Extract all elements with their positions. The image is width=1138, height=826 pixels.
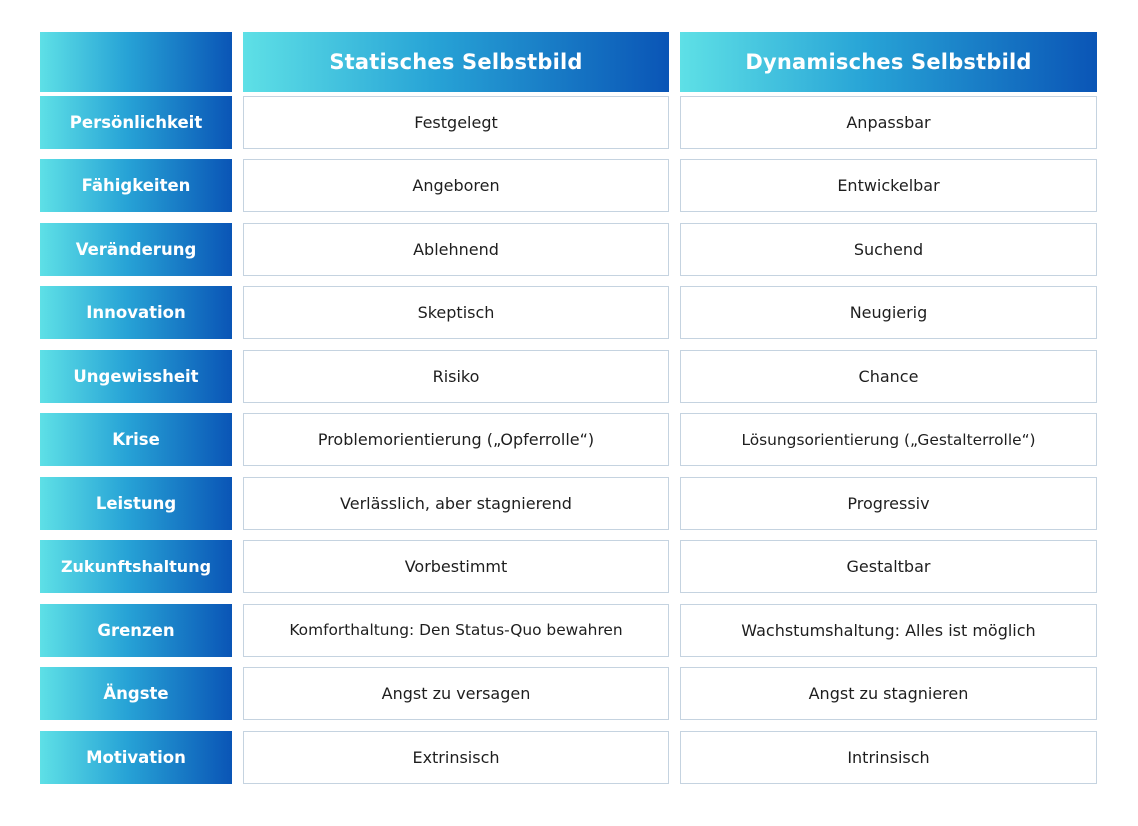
row-header-grenzen: Grenzen — [40, 604, 232, 657]
static-cell-persoenlichkeit: Festgelegt — [243, 96, 669, 149]
dynamic-cell-grenzen: Wachstumshaltung: Alles ist möglich — [680, 604, 1097, 657]
row-header-veraenderung: Veränderung — [40, 223, 232, 276]
row-header-persoenlichkeit: Persönlichkeit — [40, 96, 232, 149]
static-cell-veraenderung: Ablehnend — [243, 223, 669, 276]
comparison-table — [40, 32, 1097, 784]
column-header-dynamic: Dynamisches Selbstbild — [680, 32, 1097, 92]
dynamic-cell-faehigkeiten: Entwickelbar — [680, 159, 1097, 212]
static-cell-motivation: Extrinsisch — [243, 731, 669, 784]
static-cell-innovation: Skeptisch — [243, 286, 669, 339]
header-corner-cell — [40, 32, 232, 92]
row-header-krise: Krise — [40, 413, 232, 466]
dynamic-cell-leistung: Progressiv — [680, 477, 1097, 530]
dynamic-cell-persoenlichkeit: Anpassbar — [680, 96, 1097, 149]
row-header-ungewissheit: Ungewissheit — [40, 350, 232, 403]
dynamic-cell-innovation: Neugierig — [680, 286, 1097, 339]
static-cell-aengste: Angst zu versagen — [243, 667, 669, 720]
dynamic-cell-motivation: Intrinsisch — [680, 731, 1097, 784]
dynamic-cell-aengste: Angst zu stagnieren — [680, 667, 1097, 720]
row-header-faehigkeiten: Fähigkeiten — [40, 159, 232, 212]
dynamic-cell-krise: Lösungsorientierung („Gestalterrolle“) — [680, 413, 1097, 466]
static-cell-ungewissheit: Risiko — [243, 350, 669, 403]
row-header-motivation: Motivation — [40, 731, 232, 784]
row-header-zukunftshaltung: Zukunftshaltung — [40, 540, 232, 593]
static-cell-zukunftshaltung: Vorbestimmt — [243, 540, 669, 593]
dynamic-cell-zukunftshaltung: Gestaltbar — [680, 540, 1097, 593]
row-header-aengste: Ängste — [40, 667, 232, 720]
row-header-innovation: Innovation — [40, 286, 232, 339]
dynamic-cell-ungewissheit: Chance — [680, 350, 1097, 403]
static-cell-grenzen: Komforthaltung: Den Status-Quo bewahren — [243, 604, 669, 657]
row-header-leistung: Leistung — [40, 477, 232, 530]
column-header-static: Statisches Selbstbild — [243, 32, 669, 92]
dynamic-cell-veraenderung: Suchend — [680, 223, 1097, 276]
static-cell-faehigkeiten: Angeboren — [243, 159, 669, 212]
static-cell-krise: Problemorientierung („Opferrolle“) — [243, 413, 669, 466]
static-cell-leistung: Verlässlich, aber stagnierend — [243, 477, 669, 530]
